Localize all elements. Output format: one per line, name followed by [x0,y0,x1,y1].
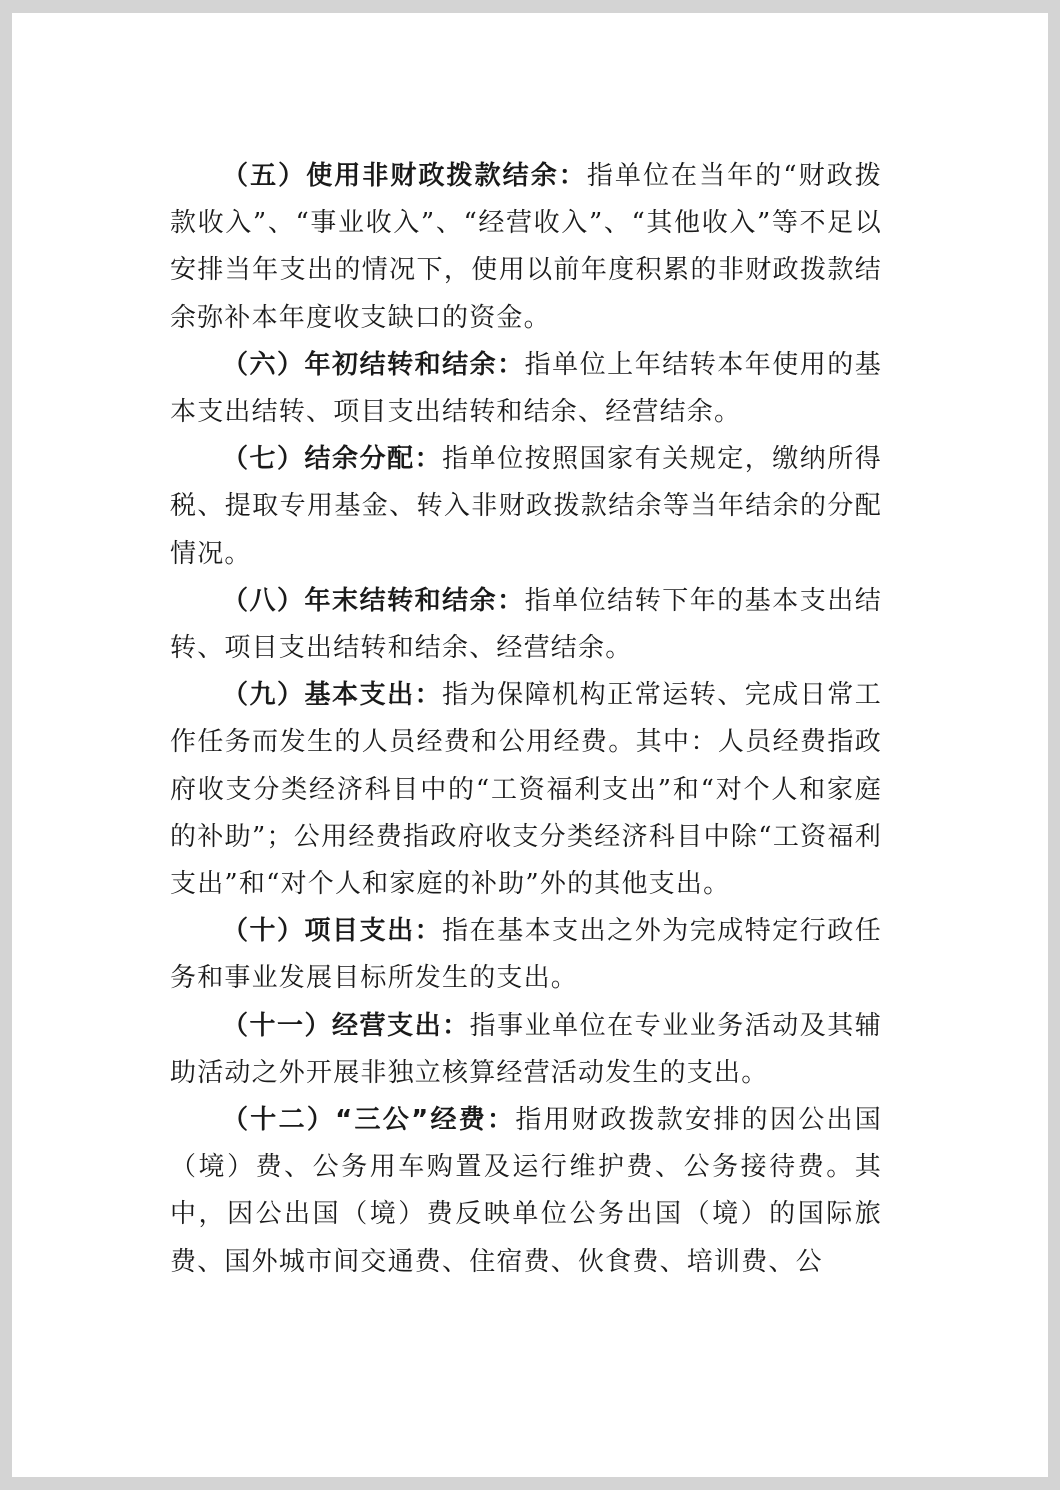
paragraph-12 [170,1097,882,1286]
paragraph-text: 指为保障机构正常运转、完成日常工作任务而发生的人员经费和公用经费。其中：人员经费指政府收支分类经济科目中的“工资福利支出”和“对个人和家庭的补助”；公用经费指政府收支分类经济科目中除“工资福利支出”和“对个人和家庭的补助”外的其他支出。 [170,680,882,900]
paragraph-term: （十一）经营支出： [222,1010,470,1041]
paragraph-text: 指用财政拨款安排的因公出国（境）费、公务用车购置及运行维护费、公务接待费。其中，因公出国（境）费反映单位公务出国（境）的国际旅费、国外城市间交通费、住宿费、伙食费、培训费、公 [170,1105,882,1277]
paragraph-text: 指单位按照国家有关规定，缴纳所得税、提取专用基金、转入非财政拨款结余等当年结余的分配情况。 [170,444,882,569]
paragraph-7 [170,436,882,578]
document-body [170,153,882,1286]
paragraph-term: （七）结余分配： [222,444,443,475]
paragraph-text: 指事业单位在专业业务活动及其辅助活动之外开展非独立核算经营活动发生的支出。 [170,1010,882,1088]
paragraph-term: （十）项目支出： [222,916,443,947]
paragraph-11 [170,1003,882,1097]
paragraph-text: 指单位结转下年的基本支出结转、项目支出结转和结余、经营结余。 [170,585,882,664]
paragraph-text: 指单位在当年的“财政拨款收入”、“事业收入”、“经营收入”、“其他收入”等不足以安排当年支出的情况下，使用以前年度积累的非财政拨款结余弥补本年度收支缺口的资金。 [170,161,882,333]
document-page [12,13,1048,1477]
paragraph-term: （八）年末结转和结余： [222,585,525,616]
paragraph-text: 指在基本支出之外为完成特定行政任务和事业发展目标所发生的支出。 [170,916,882,994]
paragraph-5 [170,153,882,342]
paragraph-term: （五）使用非财政拨款结余： [222,161,587,191]
paragraph-term: （六）年初结转和结余： [222,349,525,380]
paragraph-9 [170,672,882,908]
paragraph-term: （十二）“三公”经费： [222,1105,516,1136]
paragraph-term: （九）基本支出： [222,680,443,711]
paragraph-8 [170,578,882,672]
paragraph-10 [170,908,882,1002]
paragraph-text: 指单位上年结转本年使用的基本支出结转、项目支出结转和结余、经营结余。 [170,349,882,428]
paragraph-6 [170,342,882,436]
